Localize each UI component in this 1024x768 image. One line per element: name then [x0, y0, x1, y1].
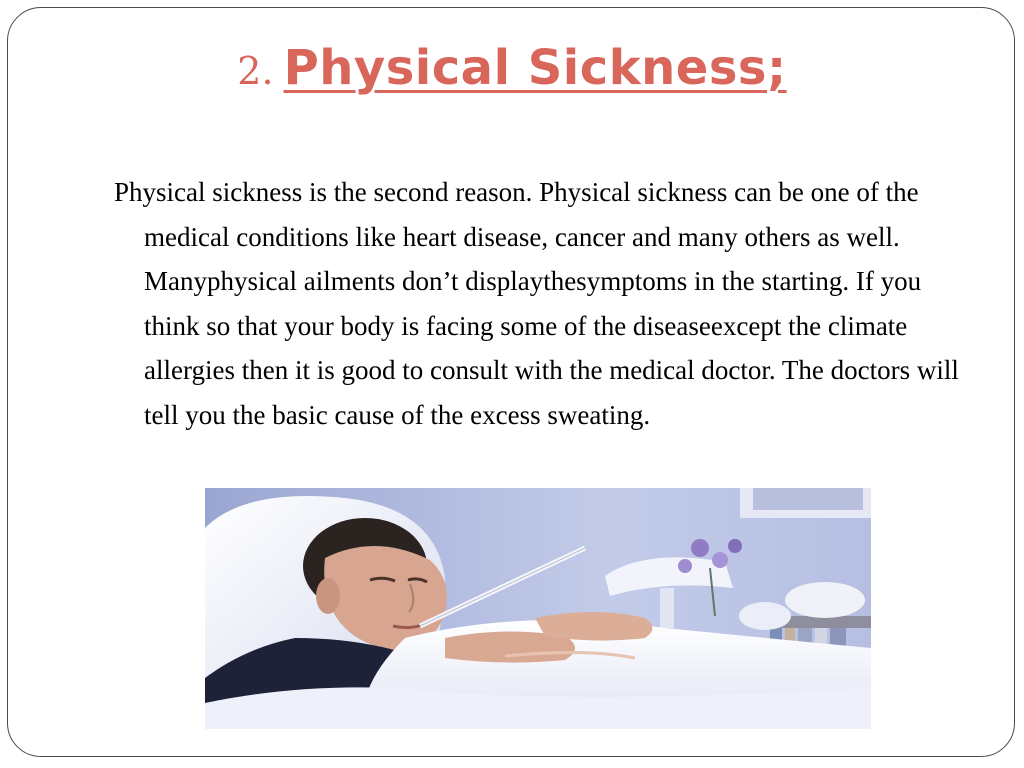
slide-title — [0, 40, 1024, 96]
sick-man-in-bed-photo — [205, 488, 871, 729]
title-number: 2. — [237, 49, 274, 93]
body-paragraph: Physical sickness is the second reason. Physical sickness can be one of the medical conditions like heart disease, cancer and many others as well. Manyphysical ailments don’t displaythesymptoms in the starting. If you think so that your body is facing some of the diseaseexcept the climate allergies then it is good to consult with the medical doctor. The doctors will tell you the basic cause of the excess sweating. — [114, 177, 959, 430]
photo-illustration — [205, 488, 871, 729]
title-text: Physical Sickness; — [283, 40, 787, 96]
